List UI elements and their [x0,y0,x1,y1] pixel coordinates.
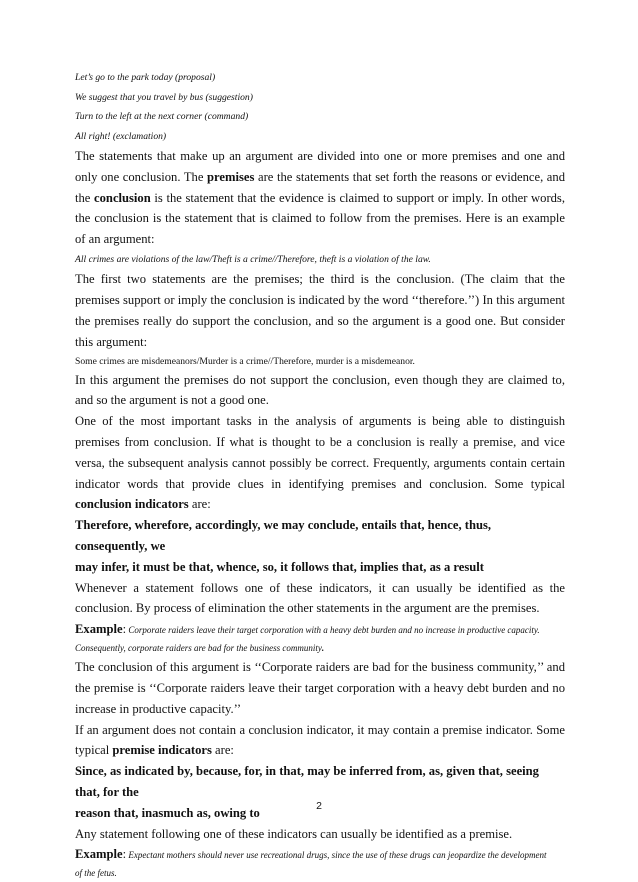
conclusion-indicators-line-1: Therefore, wherefore, accordingly, we may conclude, entails that, hence, thus, consequently, we [75,518,492,554]
conclusion-indicators-line-2: may infer, it must be that, whence, so, it follows that, implies that, as a result [75,559,484,574]
text-segment: The statements that make up an argument are divided into one or more premises and one and only one conclusion. The [75,149,565,184]
paragraph-premises-conclusion [75,146,565,250]
example-corporate-raiders [75,619,565,640]
example-label: Example [75,622,123,637]
example-exclamation: All right! (exclamation) [75,130,167,142]
example-text: Corporate raiders leave their target corporation with a heavy debt burden and no increase in productive capacity. [126,625,540,636]
paragraph-identify-conclusion: Whenever a statement follows one of these indicators, it can usually be identified as the conclusion. By process of elimination the other statements in the argument are the premises. [75,580,565,616]
paragraph-corporate-conclusion: The conclusion of this argument is ‘‘Corporate raiders are bad for the business community,’’ and the premise is ‘‘Corporate raiders leave their target corporation with a heavy debt burden and no increase in productive capacity.’’ [75,660,565,716]
text-segment: If an argument does not contain a conclusion indicator, it may contain a premise indicator. Some typical [75,722,565,758]
example-suggestion: We suggest that you travel by bus (suggestion) [75,91,253,103]
example-text: Expectant mothers should never use recreational drugs, since the use of these drugs can jeopardize the development [126,850,547,861]
intro-examples [75,68,565,146]
argument-example-theft: All crimes are violations of the law/Theft is a crime//Therefore, theft is a violation of the law. [75,253,431,265]
paragraph-not-good-argument: In this argument the premises do not support the conclusion, even though they are claimed to, and so the argument is not a good one. [75,372,565,408]
example-expectant-mothers-line-2: of the fetus. [75,868,117,879]
text-segment: are: [188,497,211,512]
example-proposal: Let’s go to the park today (proposal) [75,72,216,83]
premise-indicators-line-1: Since, as indicated by, because, for, in that, may be inferred from, as, given that, seeing that, for the [75,764,539,800]
example-colon: : [122,847,127,862]
paragraph-identify-premise: Any statement following one of these indicators can usually be identified as a premise. [75,826,513,841]
paragraph-first-two-statements: The first two statements are the premises; the third is the conclusion. (The claim that the premises support or imply the conclusion is indicated by the word ‘‘therefore.’’) In this argument the premises really do support the conclusion, and so the argument is a good one. But consider this argument: [75,272,565,349]
example-colon: : [122,622,127,637]
page-number: 2 [316,800,322,812]
text-segment: is the statement that the evidence is claimed to support or imply. In other words, the conclusion is the statement that is claimed to follow from the premises. Here is an example of an argument: [75,190,565,247]
paragraph-premise-indicator [75,720,565,762]
example-expectant-mothers [75,844,565,865]
term-premises: premises [207,169,255,184]
term-conclusion-indicators: conclusion indicators [75,497,189,512]
paragraph-indicator-words [75,411,565,515]
example-period: . [321,643,325,654]
premise-indicators-line-2: reason that, inasmuch as, owing to [75,805,260,820]
term-conclusion: conclusion [94,190,151,205]
example-text: Consequently, corporate raiders are bad for the business community [75,643,322,654]
example-corporate-raiders-line-2 [75,640,565,657]
example-command: Turn to the left at the next corner (command) [75,111,249,122]
text-segment: One of the most important tasks in the analysis of arguments is being able to distinguish premises from conclusion. If what is thought to be a conclusion is really a premise, and vice versa, the subsequent analysis cannot possibly be correct. Frequently, arguments contain certain indicator words that provide clues in identifying premises and conclusion. Some typical [75,414,565,491]
text-segment: are: [211,743,234,758]
term-premise-indicators: premise indicators [112,743,212,758]
example-label: Example [75,847,123,862]
document-page [75,68,565,882]
argument-example-murder: Some crimes are misdemeanors/Murder is a crime//Therefore, murder is a misdemeanor. [75,355,415,367]
text-segment: are the statements that set forth the reasons or evidence, and the [75,169,565,205]
